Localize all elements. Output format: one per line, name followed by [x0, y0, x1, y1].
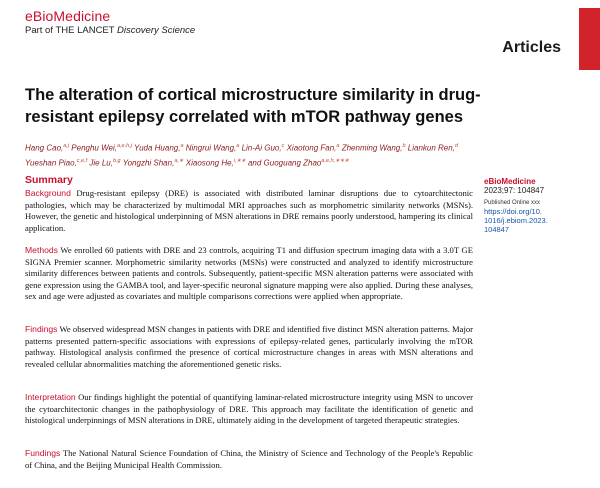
journal-header — [25, 8, 195, 36]
author-name[interactable]: Hang Cao, — [25, 143, 64, 153]
journal-part-of — [25, 25, 195, 36]
doi-line: 104847 — [484, 225, 510, 234]
author-affiliation: a,∗ — [174, 157, 184, 164]
author-name[interactable]: Yueshan Piao, — [25, 158, 77, 168]
section-tag: Articles — [502, 39, 561, 56]
author-affiliation: c,e,f — [76, 157, 88, 164]
author-affiliation: a — [236, 143, 240, 149]
part-italic: Discovery Science — [117, 25, 196, 36]
journal-name[interactable]: eBioMedicine — [25, 8, 111, 24]
author-name[interactable]: Xiaotong Fan, — [286, 143, 337, 153]
methods-text: We enrolled 60 patients with DRE and 23 controls, acquiring T1 and diffusion spectrum imaging data with a 3.0T GE SIGNA Premier scanner. Morphometric similarity networks (MSNs) were constructed and analyzed to identify microstructure similarity differences between patients and controls. Subsequently, patient-specific MSN alteration patterns were associated with gene expression using the GAMBA tool, and layer-specific neuronal signature mapping were also applied. During these analyses, sex and age were adjusted as covariates and multiple comparisons corrections were applied when appropriate. — [25, 245, 473, 301]
interpretation-label: Interpretation — [25, 392, 76, 402]
author-affiliation: a,e,h,j — [116, 143, 132, 149]
background-section — [25, 188, 473, 234]
author-affiliation: a — [180, 143, 184, 149]
background-text: Drug-resistant epilepsy (DRE) is associated with distributed laminar disruptions due to cytoarchitectonic pathologies, which may be characterized by multimodal MRI approaches such as morphometric similarity networks (MSNs). However, the genetic and histological underpinning of MSN alterations in DRE remains poorly understood, hampering its clinical application. — [25, 188, 473, 233]
methods-label: Methods — [25, 245, 58, 255]
article-sidebar — [484, 177, 594, 234]
author-name[interactable]: Yongzhi Shan, — [122, 158, 175, 168]
summary-heading: Summary — [25, 174, 73, 186]
author-name[interactable]: Jie Lu, — [89, 158, 113, 168]
author-name[interactable]: Penghu Wei, — [71, 143, 117, 153]
author-name[interactable]: Liankun Ren, — [407, 143, 455, 153]
interpretation-text: Our findings highlight the potential of quantifying laminar-related microstructure integrity using MSN to uncover the cytoarchitectonic changes in the pathophysiology of DRE. This approach may facilitate the identification of genetic and histological underpinnings of MSN alterations in DRE, ultimately aiding in the development of targeted therapeutic strategies. — [25, 392, 473, 425]
doi-line: 1016/j.ebiom.2023. — [484, 216, 548, 225]
author-name[interactable]: Yuda Huang, — [134, 143, 181, 153]
author-name[interactable]: Ningrui Wang, — [185, 143, 237, 153]
author-affiliation: b — [402, 143, 406, 149]
fundings-section — [25, 448, 473, 471]
fundings-text: The National Natural Science Foundation of China, the Ministry of Science and Technology of the People's Republic of China, and the Beijing Municipal Health Commission. — [25, 448, 473, 470]
author-name[interactable]: Xiaosong He, — [185, 158, 234, 168]
interpretation-section — [25, 392, 473, 427]
author-affiliation: a,e,h,∗∗∗ — [321, 157, 349, 164]
findings-section — [25, 324, 473, 370]
author-affiliation: a,j — [63, 143, 70, 149]
background-label: Background — [25, 188, 71, 198]
part-prefix: Part of THE LANCET — [25, 25, 115, 36]
author-affiliation: i,∗∗ — [233, 157, 246, 164]
sidebar-journal: eBioMedicine — [484, 177, 536, 186]
methods-section — [25, 245, 473, 303]
sidebar-volume: 2023;97: 104847 — [484, 186, 545, 195]
author-affiliation: d — [454, 143, 458, 149]
author-name[interactable]: Zhenming Wang, — [341, 143, 403, 153]
author-name[interactable]: and Guoguang Zhao — [247, 158, 322, 168]
author-affiliation: b,g — [112, 157, 121, 164]
author-name[interactable]: Lin-Ai Guo, — [241, 143, 282, 153]
doi-line: https://doi.org/10. — [484, 207, 542, 216]
doi-link[interactable] — [484, 207, 594, 234]
fundings-label: Fundings — [25, 448, 61, 458]
author-affiliation: a — [336, 143, 340, 149]
article-title: The alteration of cortical microstructure similarity in drug-resistant epilepsy correlated with mTOR pathway genes — [25, 86, 481, 126]
brand-bar — [579, 8, 600, 70]
published-online: Published Online xxx — [484, 200, 541, 206]
findings-label: Findings — [25, 324, 58, 334]
author-list — [25, 140, 485, 169]
findings-text: We observed widespread MSN changes in patients with DRE and identified five distinct MSN alteration patterns. Major patterns presented pattern-specific associations with expressions of epilepsy-related genes, particularly involving the mTOR pathway. Histological analysis confirmed the presence of cortical microstructure changes in areas with MSN alterations and revealed cellular abnormalities matching the aforementioned genetic risks. — [25, 324, 474, 369]
author-affiliation: c — [281, 143, 285, 149]
